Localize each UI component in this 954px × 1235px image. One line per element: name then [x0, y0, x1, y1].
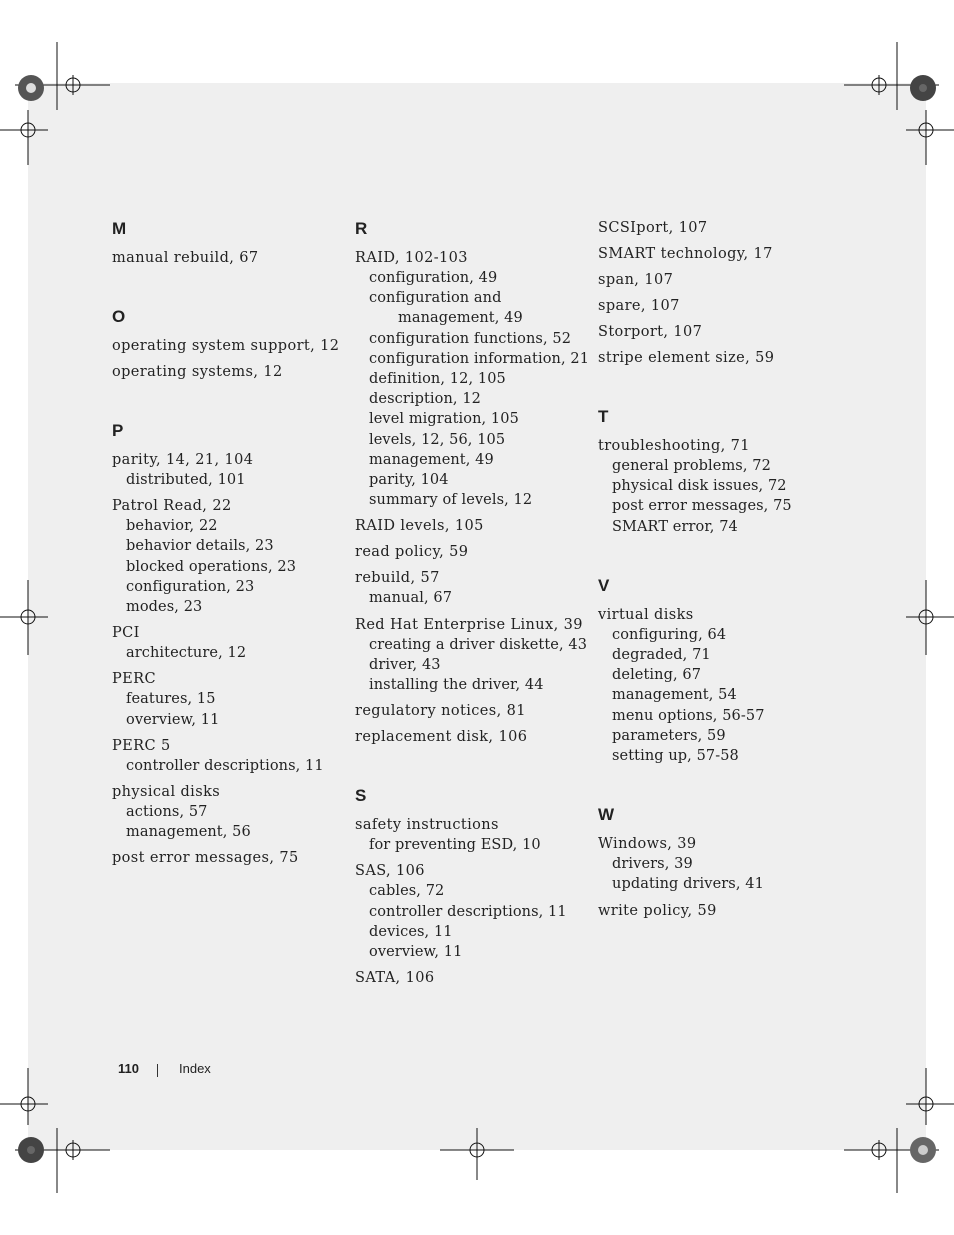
entry-term: Storport, 107	[598, 324, 703, 340]
entry-subterm: management, 56	[126, 824, 251, 841]
entry-subterm: physical disk issues, 72	[612, 478, 787, 495]
entry-subterm: configuration information, 21	[369, 350, 590, 367]
index-entry	[598, 270, 838, 290]
entry-subterm: for preventing ESD, 10	[369, 837, 541, 854]
index-entry	[355, 861, 590, 962]
entry-subterm: description, 12	[369, 391, 481, 408]
index-entry	[598, 901, 838, 921]
entry-term: PCI	[112, 625, 140, 642]
entry-term: Windows, 39	[598, 836, 697, 853]
section-letter: O	[112, 307, 126, 326]
index-group	[598, 804, 838, 920]
index-entry	[355, 542, 590, 562]
entry-term: operating systems, 12	[112, 364, 283, 380]
section-letter: T	[598, 407, 609, 426]
entry-subterm: management, 49	[398, 310, 523, 327]
entry-term: Red Hat Enterprise Linux, 39	[355, 616, 583, 633]
entry-term: RAID, 102-103	[355, 250, 468, 266]
index-entry	[598, 244, 838, 264]
index-entry	[355, 615, 590, 696]
entry-subterm: post error messages, 75	[612, 498, 792, 515]
index-group	[598, 406, 838, 537]
entry-term: safety instructions	[355, 817, 499, 834]
footer-title: Index	[179, 1061, 211, 1076]
entry-subterm: distributed, 101	[126, 472, 246, 488]
entry-term: parity, 14, 21, 104	[112, 452, 254, 468]
section-letter: R	[355, 219, 368, 238]
entry-term: SCSIport, 107	[598, 220, 708, 236]
footer-separator	[157, 1064, 158, 1077]
entry-subterm: summary of levels, 12	[369, 492, 533, 509]
entry-subterm: behavior, 22	[126, 518, 218, 535]
entry-subterm: blocked operations, 23	[126, 558, 297, 575]
entry-term: Patrol Read, 22	[112, 498, 232, 515]
entry-subterm: behavior details, 23	[126, 538, 274, 555]
entry-term: post error messages, 75	[112, 850, 299, 867]
entry-term: SATA, 106	[355, 970, 435, 987]
entry-subterm: definition, 12, 105	[369, 371, 506, 388]
section-letter: P	[112, 421, 124, 440]
section-letter: S	[355, 786, 367, 806]
entry-subterm: manual, 67	[369, 590, 453, 607]
index-column-2	[355, 218, 590, 1026]
entry-subterm: deleting, 67	[612, 667, 702, 684]
entry-term: read policy, 59	[355, 544, 469, 561]
entry-term: physical disks	[112, 784, 221, 801]
index-entry	[112, 736, 342, 776]
entry-term: regulatory notices, 81	[355, 703, 526, 720]
entry-term: virtual disks	[598, 606, 694, 623]
entry-subterm: modes, 23	[126, 599, 203, 616]
index-group	[598, 218, 838, 368]
entry-subterm: devices, 11	[369, 923, 453, 940]
entry-subterm: configuration functions, 52	[369, 330, 572, 347]
entry-term: write policy, 59	[598, 902, 717, 919]
entry-subterm: configuring, 64	[612, 626, 727, 643]
entry-term: SAS, 106	[355, 863, 425, 880]
entry-subterm: installing the driver, 44	[369, 677, 544, 694]
index-entry	[112, 248, 342, 268]
entry-subterm: setting up, 57-58	[612, 748, 739, 765]
index-entry	[112, 782, 342, 842]
index-group	[355, 218, 590, 747]
index-entry	[355, 516, 590, 536]
page-number: 110	[118, 1061, 139, 1076]
index-entry	[112, 848, 342, 868]
index-entry	[112, 496, 342, 617]
index-column-3	[598, 218, 838, 959]
entry-subterm: management, 54	[612, 687, 737, 704]
index-entry	[598, 436, 838, 537]
index-entry	[598, 218, 838, 238]
index-group	[355, 785, 590, 988]
entry-subterm: updating drivers, 41	[612, 876, 764, 893]
section-letter: V	[598, 575, 610, 595]
index-entry	[355, 248, 590, 510]
index-entry	[112, 336, 342, 356]
entry-term: span, 107	[598, 272, 674, 288]
index-entry	[355, 815, 590, 855]
entry-subterm: configuration, 23	[126, 578, 255, 595]
entry-term: PERC	[112, 671, 156, 688]
entry-subterm: general problems, 72	[612, 458, 771, 474]
entry-subterm: cables, 72	[369, 883, 445, 900]
entry-subterm: levels, 12, 56, 105	[369, 431, 506, 448]
entry-term: replacement disk, 106	[355, 729, 528, 746]
entry-subterm: driver, 43	[369, 656, 441, 673]
index-group	[112, 218, 342, 268]
entry-subterm: SMART error, 74	[612, 518, 738, 535]
index-entry	[598, 834, 838, 894]
entry-subterm: overview, 11	[369, 944, 463, 961]
index-entry	[112, 669, 342, 729]
index-entry	[355, 568, 590, 608]
entry-subterm: parameters, 59	[612, 727, 726, 744]
section-letter: W	[598, 805, 615, 825]
entry-subterm: actions, 57	[126, 804, 208, 821]
entry-term: PERC 5	[112, 737, 171, 754]
entry-subterm: overview, 11	[126, 711, 220, 728]
entry-subterm: management, 49	[369, 451, 494, 468]
index-column-1	[112, 218, 342, 906]
entry-term: RAID levels, 105	[355, 518, 484, 535]
index-entry	[112, 450, 342, 490]
entry-subterm: features, 15	[126, 691, 216, 708]
entry-subterm: controller descriptions, 11	[126, 757, 324, 774]
index-entry	[598, 605, 838, 766]
index-entry	[598, 296, 838, 316]
entry-subterm: parity, 104	[369, 472, 449, 489]
entry-subterm: drivers, 39	[612, 856, 693, 873]
entry-term: stripe element size, 59	[598, 350, 775, 366]
entry-term: manual rebuild, 67	[112, 250, 259, 266]
entry-subterm: creating a driver diskette, 43	[369, 636, 588, 653]
index-entry	[355, 701, 590, 721]
entry-term: troubleshooting, 71	[598, 438, 750, 454]
index-entry	[355, 727, 590, 747]
index-entry	[112, 362, 342, 382]
entry-subterm: architecture, 12	[126, 645, 247, 662]
entry-subterm: controller descriptions, 11	[369, 903, 567, 920]
entry-subterm: configuration and	[369, 290, 502, 307]
index-group	[112, 306, 342, 382]
entry-term: rebuild, 57	[355, 570, 440, 587]
index-entry	[112, 623, 342, 663]
section-letter: M	[112, 219, 127, 238]
index-group	[598, 575, 838, 766]
entry-subterm: configuration, 49	[369, 270, 498, 286]
index-entry	[598, 348, 838, 368]
entry-subterm: degraded, 71	[612, 647, 711, 664]
entry-term: operating system support, 12	[112, 338, 340, 354]
entry-term: SMART technology, 17	[598, 246, 773, 262]
index-group	[112, 420, 342, 868]
entry-term: spare, 107	[598, 298, 680, 314]
index-entry	[355, 968, 590, 988]
entry-subterm: menu options, 56-57	[612, 707, 765, 724]
entry-subterm: level migration, 105	[369, 411, 519, 428]
index-entry	[598, 322, 838, 342]
